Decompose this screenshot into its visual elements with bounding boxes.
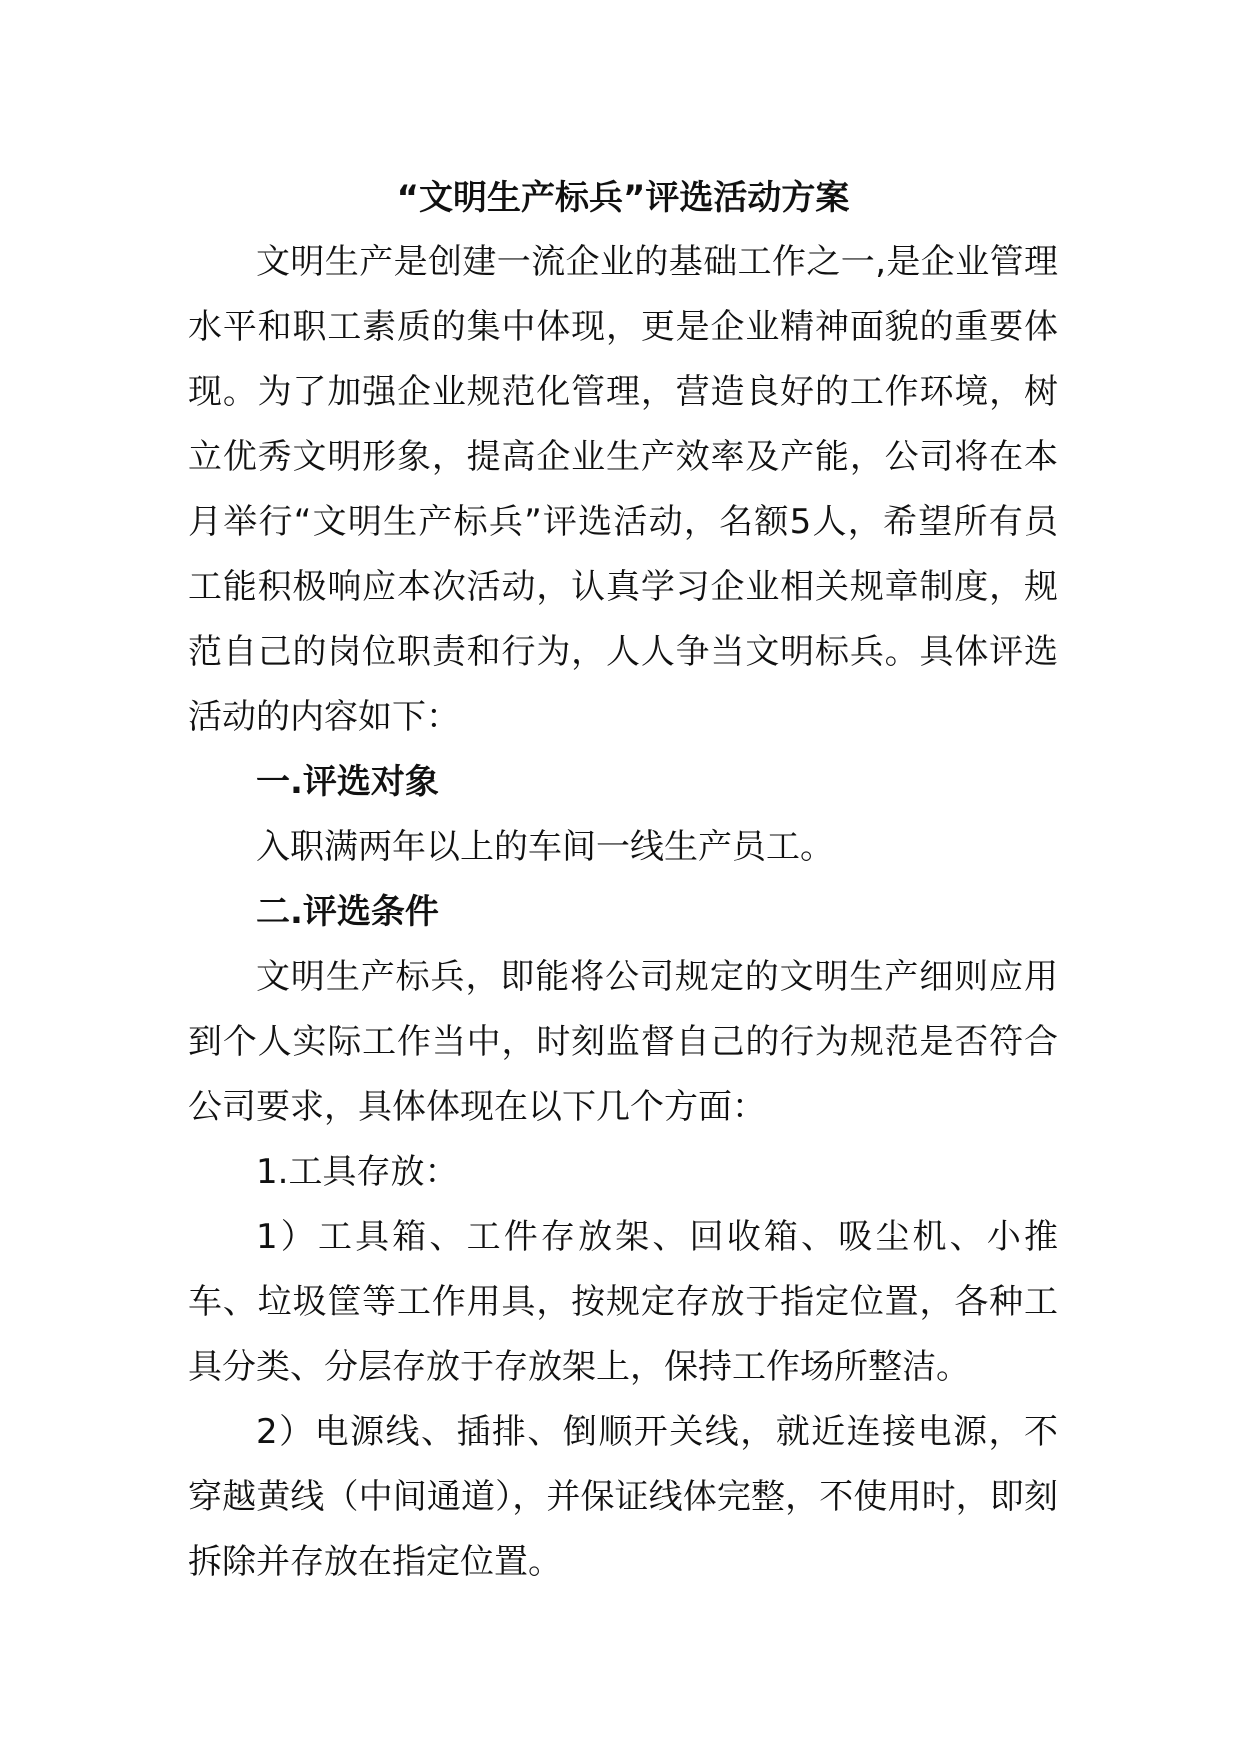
- section-heading-target: 一.评选对象: [256, 762, 439, 802]
- tool-storage-item: 1.工具存放：: [256, 1152, 459, 1192]
- section-heading-conditions: 二.评选条件: [256, 892, 439, 932]
- target-paragraph: 入职满两年以上的车间一线生产员工。: [256, 827, 834, 867]
- intro-paragraph: 文明生产是创建一流企业的基础工作之一,是企业管理水平和职工素质的集中体现，更是企业精神面貌的重要体现。为了加强企业规范化管理，营造良好的工作环境，树立优秀文明形象，提高企业生产效率及产能，公司将在本月举行“文明生产标兵”评选活动，名额5人，希望所有员工能积极响应本次活动，认真学习企业相关规章制度，规范自己的岗位职责和行为，人人争当文明标兵。具体评选活动的内容如下：: [188, 242, 1058, 737]
- document-page: [188, 166, 1058, 1595]
- conditions-paragraph: 文明生产标兵，即能将公司规定的文明生产细则应用到个人实际工作当中，时刻监督自己的行为规范是否符合公司要求，具体体现在以下几个方面：: [188, 957, 1058, 1127]
- document-title: “文明生产标兵”评选活动方案: [396, 178, 850, 218]
- tool-storage-rule-1: 1）工具箱、工件存放架、回收箱、吸尘机、小推车、垃圾筐等工作用具，按规定存放于指定位置，各种工具分类、分层存放于存放架上，保持工作场所整洁。: [188, 1217, 1058, 1387]
- tool-storage-rule-2: 2）电源线、插排、倒顺开关线，就近连接电源，不穿越黄线（中间通道），并保证线体完整，不使用时，即刻拆除并存放在指定位置。: [188, 1412, 1058, 1582]
